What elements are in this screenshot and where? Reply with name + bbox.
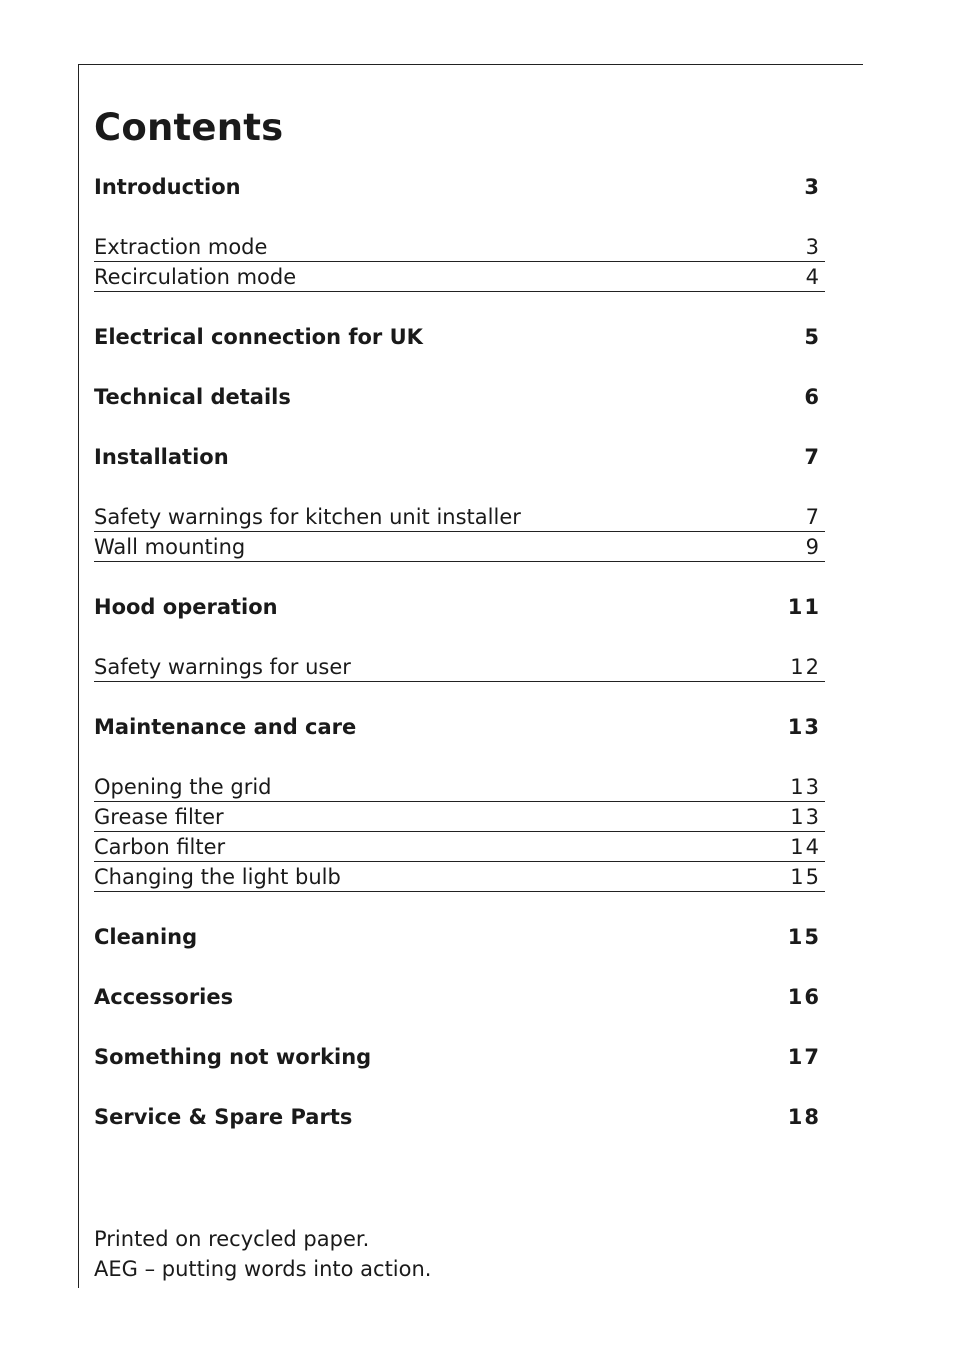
toc-entry-page: 18 — [787, 1105, 821, 1129]
toc-entry-maintenance-and-care[interactable] — [94, 712, 825, 742]
toc-entry-page: 14 — [790, 834, 821, 859]
toc-entry-label: Safety warnings for kitchen unit installer — [94, 504, 521, 529]
toc-entry-page: 11 — [787, 595, 821, 619]
toc-entry-carbon-filter[interactable] — [94, 832, 825, 862]
toc-entry-label: Installation — [94, 445, 229, 469]
toc-entry-page: 4 — [805, 264, 821, 289]
toc-entry-page: 5 — [804, 325, 821, 349]
toc-entry-label: Technical details — [94, 385, 291, 409]
page-title: Contents — [94, 106, 284, 149]
toc-entry-label: Changing the light bulb — [94, 864, 341, 889]
toc-entry-technical-details[interactable] — [94, 382, 825, 412]
toc-entry-label: Cleaning — [94, 925, 198, 949]
toc-entry-cleaning[interactable] — [94, 922, 825, 952]
toc-entry-page: 13 — [790, 804, 821, 829]
toc-entry-wall-mounting[interactable] — [94, 532, 825, 562]
toc-entry-label: Accessories — [94, 985, 234, 1009]
toc-entry-label: Grease filter — [94, 804, 224, 829]
toc-entry-label: Extraction mode — [94, 234, 268, 259]
toc-entry-label: Recirculation mode — [94, 264, 297, 289]
toc-entry-label: Hood operation — [94, 595, 278, 619]
toc-entry-page: 16 — [787, 985, 821, 1009]
toc-entry-page: 13 — [790, 774, 821, 799]
toc-entry-label: Wall mounting — [94, 534, 246, 559]
footer-note — [94, 1224, 431, 1284]
toc-entry-safety-warnings-installer[interactable] — [94, 502, 825, 532]
toc-entry-extraction-mode[interactable] — [94, 232, 825, 262]
toc-entry-page: 17 — [787, 1045, 821, 1069]
toc-entry-safety-warnings-user[interactable] — [94, 652, 825, 682]
toc-entry-page: 7 — [805, 504, 821, 529]
toc-entry-page: 9 — [805, 534, 821, 559]
toc-entry-label: Maintenance and care — [94, 715, 357, 739]
toc-entry-page: 15 — [787, 925, 821, 949]
footer-line-slogan: AEG – putting words into action. — [94, 1257, 432, 1281]
toc-entry-label: Electrical connection for UK — [94, 325, 423, 349]
toc-entry-page: 15 — [790, 864, 821, 889]
toc-entry-page: 3 — [805, 234, 821, 259]
toc-entry-label: Carbon filter — [94, 834, 226, 859]
toc-entry-something-not-working[interactable] — [94, 1042, 825, 1072]
toc-entry-label: Safety warnings for user — [94, 654, 351, 679]
toc-entry-label: Service & Spare Parts — [94, 1105, 353, 1129]
toc-entry-label: Something not working — [94, 1045, 372, 1069]
toc-entry-page: 12 — [790, 654, 821, 679]
toc-entry-service-spare-parts[interactable] — [94, 1102, 825, 1132]
toc-entry-page: 13 — [787, 715, 821, 739]
toc-entry-hood-operation[interactable] — [94, 592, 825, 622]
toc-entry-grease-filter[interactable] — [94, 802, 825, 832]
toc-entry-opening-the-grid[interactable] — [94, 772, 825, 802]
footer-line-recycled: Printed on recycled paper. — [94, 1227, 370, 1251]
toc-entry-label: Introduction — [94, 175, 241, 199]
toc-entry-recirculation-mode[interactable] — [94, 262, 825, 292]
toc-entry-changing-light-bulb[interactable] — [94, 862, 825, 892]
toc-entry-introduction[interactable] — [94, 172, 825, 202]
toc-entry-label: Opening the grid — [94, 774, 272, 799]
left-border-rule — [78, 64, 79, 1288]
top-border-rule — [78, 64, 863, 65]
toc-entry-page: 6 — [804, 385, 821, 409]
toc-entry-installation[interactable] — [94, 442, 825, 472]
toc-entry-electrical-connection[interactable] — [94, 322, 825, 352]
toc-entry-accessories[interactable] — [94, 982, 825, 1012]
toc-entry-page: 7 — [804, 445, 821, 469]
toc-entry-page: 3 — [804, 175, 821, 199]
